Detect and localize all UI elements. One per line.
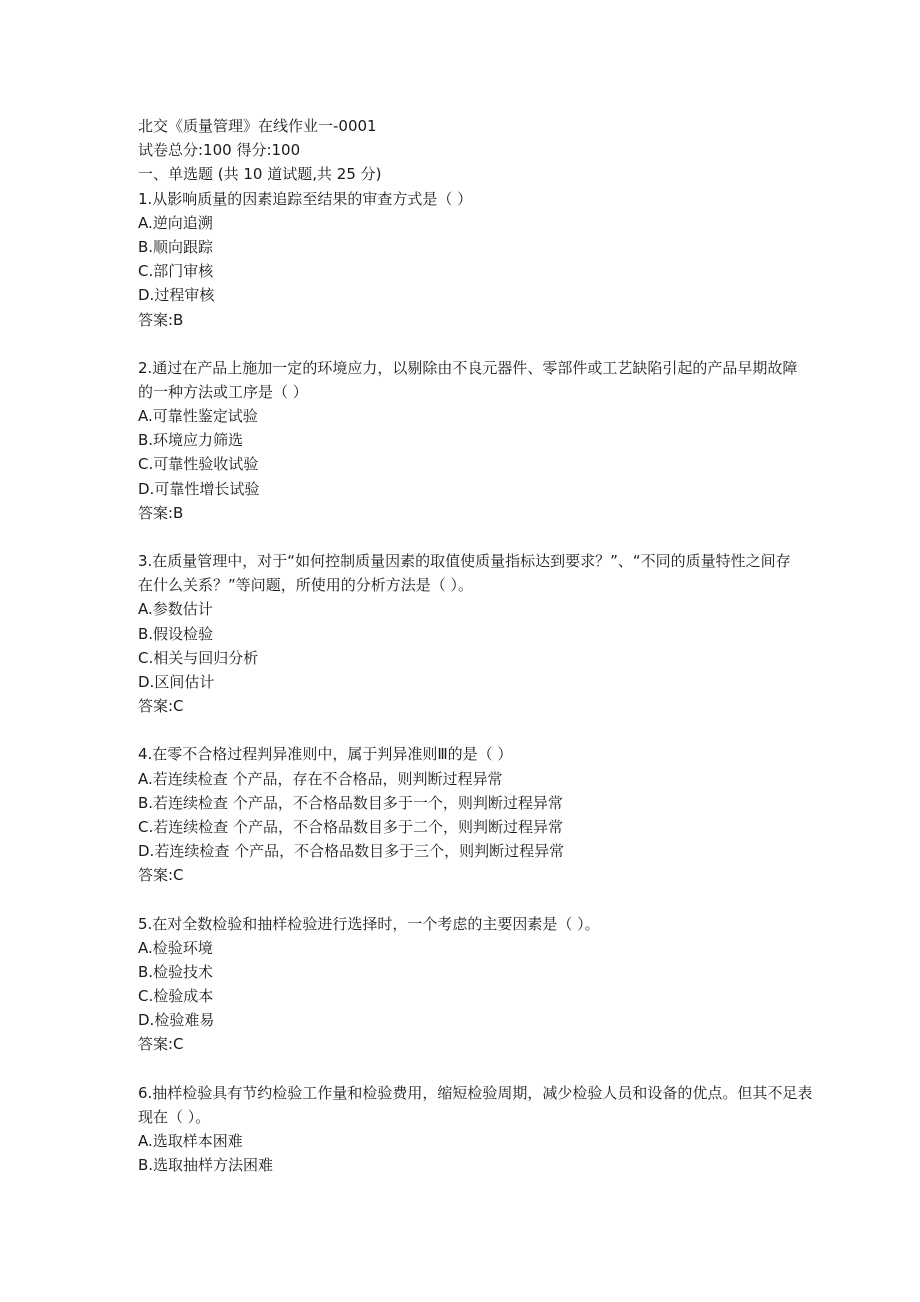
option-a: A.检验环境 (138, 938, 213, 957)
question-stem: 4.在零不合格过程判异准则中，属于判异准则Ⅲ的是（ ） (138, 745, 513, 764)
option-a: A.逆向追溯 (138, 213, 213, 232)
option-d: D.区间估计 (138, 673, 215, 691)
option-c: C.若连续检查 个产品，不合格品数目多于二个，则判断过程异常 (138, 817, 564, 836)
option-b: B.若连续检查 个产品，不合格品数目多于一个，则判断过程异常 (138, 793, 563, 812)
document-title: 北交《质量管理》在线作业一-0001 (138, 117, 377, 135)
question-stem: 6.抽样检验具有节约检验工作量和检验费用，缩短检验周期，减少检验人员和设备的优点。但其不足表现在（ ）。 (138, 1083, 813, 1126)
question-5 (138, 912, 818, 1057)
answer: 答案:C (138, 1035, 184, 1054)
option-a: A.参数估计 (138, 600, 213, 619)
option-d: D.若连续检查 个产品，不合格品数目多于三个，则判断过程异常 (138, 842, 565, 861)
option-b: B.检验技术 (138, 962, 214, 981)
answer: 答案:B (138, 503, 184, 522)
question-3 (138, 549, 818, 718)
option-a: A.若连续检查 个产品，存在不合格品，则判断过程异常 (138, 769, 503, 788)
section-title: 一、单选题 (共 10 道试题,共 25 分) (138, 165, 382, 184)
answer: 答案:C (138, 866, 184, 885)
option-b: B.顺向跟踪 (138, 237, 214, 256)
question-1 (138, 187, 818, 332)
question-stem: 1.从影响质量的因素追踪至结果的审查方式是（ ） (138, 189, 473, 208)
answer: 答案:B (138, 310, 184, 329)
option-d: D.可靠性增长试验 (138, 479, 260, 498)
option-b: B.假设检验 (138, 624, 214, 643)
option-d: D.检验难易 (138, 1011, 215, 1030)
question-4 (138, 742, 818, 887)
option-a: A.可靠性鉴定试验 (138, 407, 258, 426)
question-stem: 5.在对全数检验和抽样检验进行选择时，一个考虑的主要因素是（ ）。 (138, 914, 600, 933)
option-c: C.可靠性验收试验 (138, 455, 259, 474)
answer: 答案:C (138, 697, 184, 716)
question-2 (138, 356, 818, 525)
option-c: C.检验成本 (138, 987, 214, 1006)
option-b: B.选取抽样方法困难 (138, 1156, 274, 1175)
question-6 (138, 1081, 818, 1178)
document-page (138, 114, 818, 1201)
option-d: D.过程审核 (138, 286, 215, 305)
question-stem: 2.通过在产品上施加一定的环境应力，以剔除由不良元器件、零部件或工艺缺陷引起的产品早期故障的一种方法或工序是（ ） (138, 358, 798, 401)
option-c: C.部门审核 (138, 262, 214, 281)
score-line: 试卷总分:100 得分:100 (138, 141, 301, 160)
option-a: A.选取样本困难 (138, 1132, 243, 1151)
question-stem: 3.在质量管理中，对于“如何控制质量因素的取值使质量指标达到要求？”、“不同的质量特性之间存在什么关系？”等问题，所使用的分析方法是（ ）。 (138, 552, 791, 595)
option-c: C.相关与回归分析 (138, 648, 259, 667)
option-b: B.环境应力筛选 (138, 431, 244, 450)
